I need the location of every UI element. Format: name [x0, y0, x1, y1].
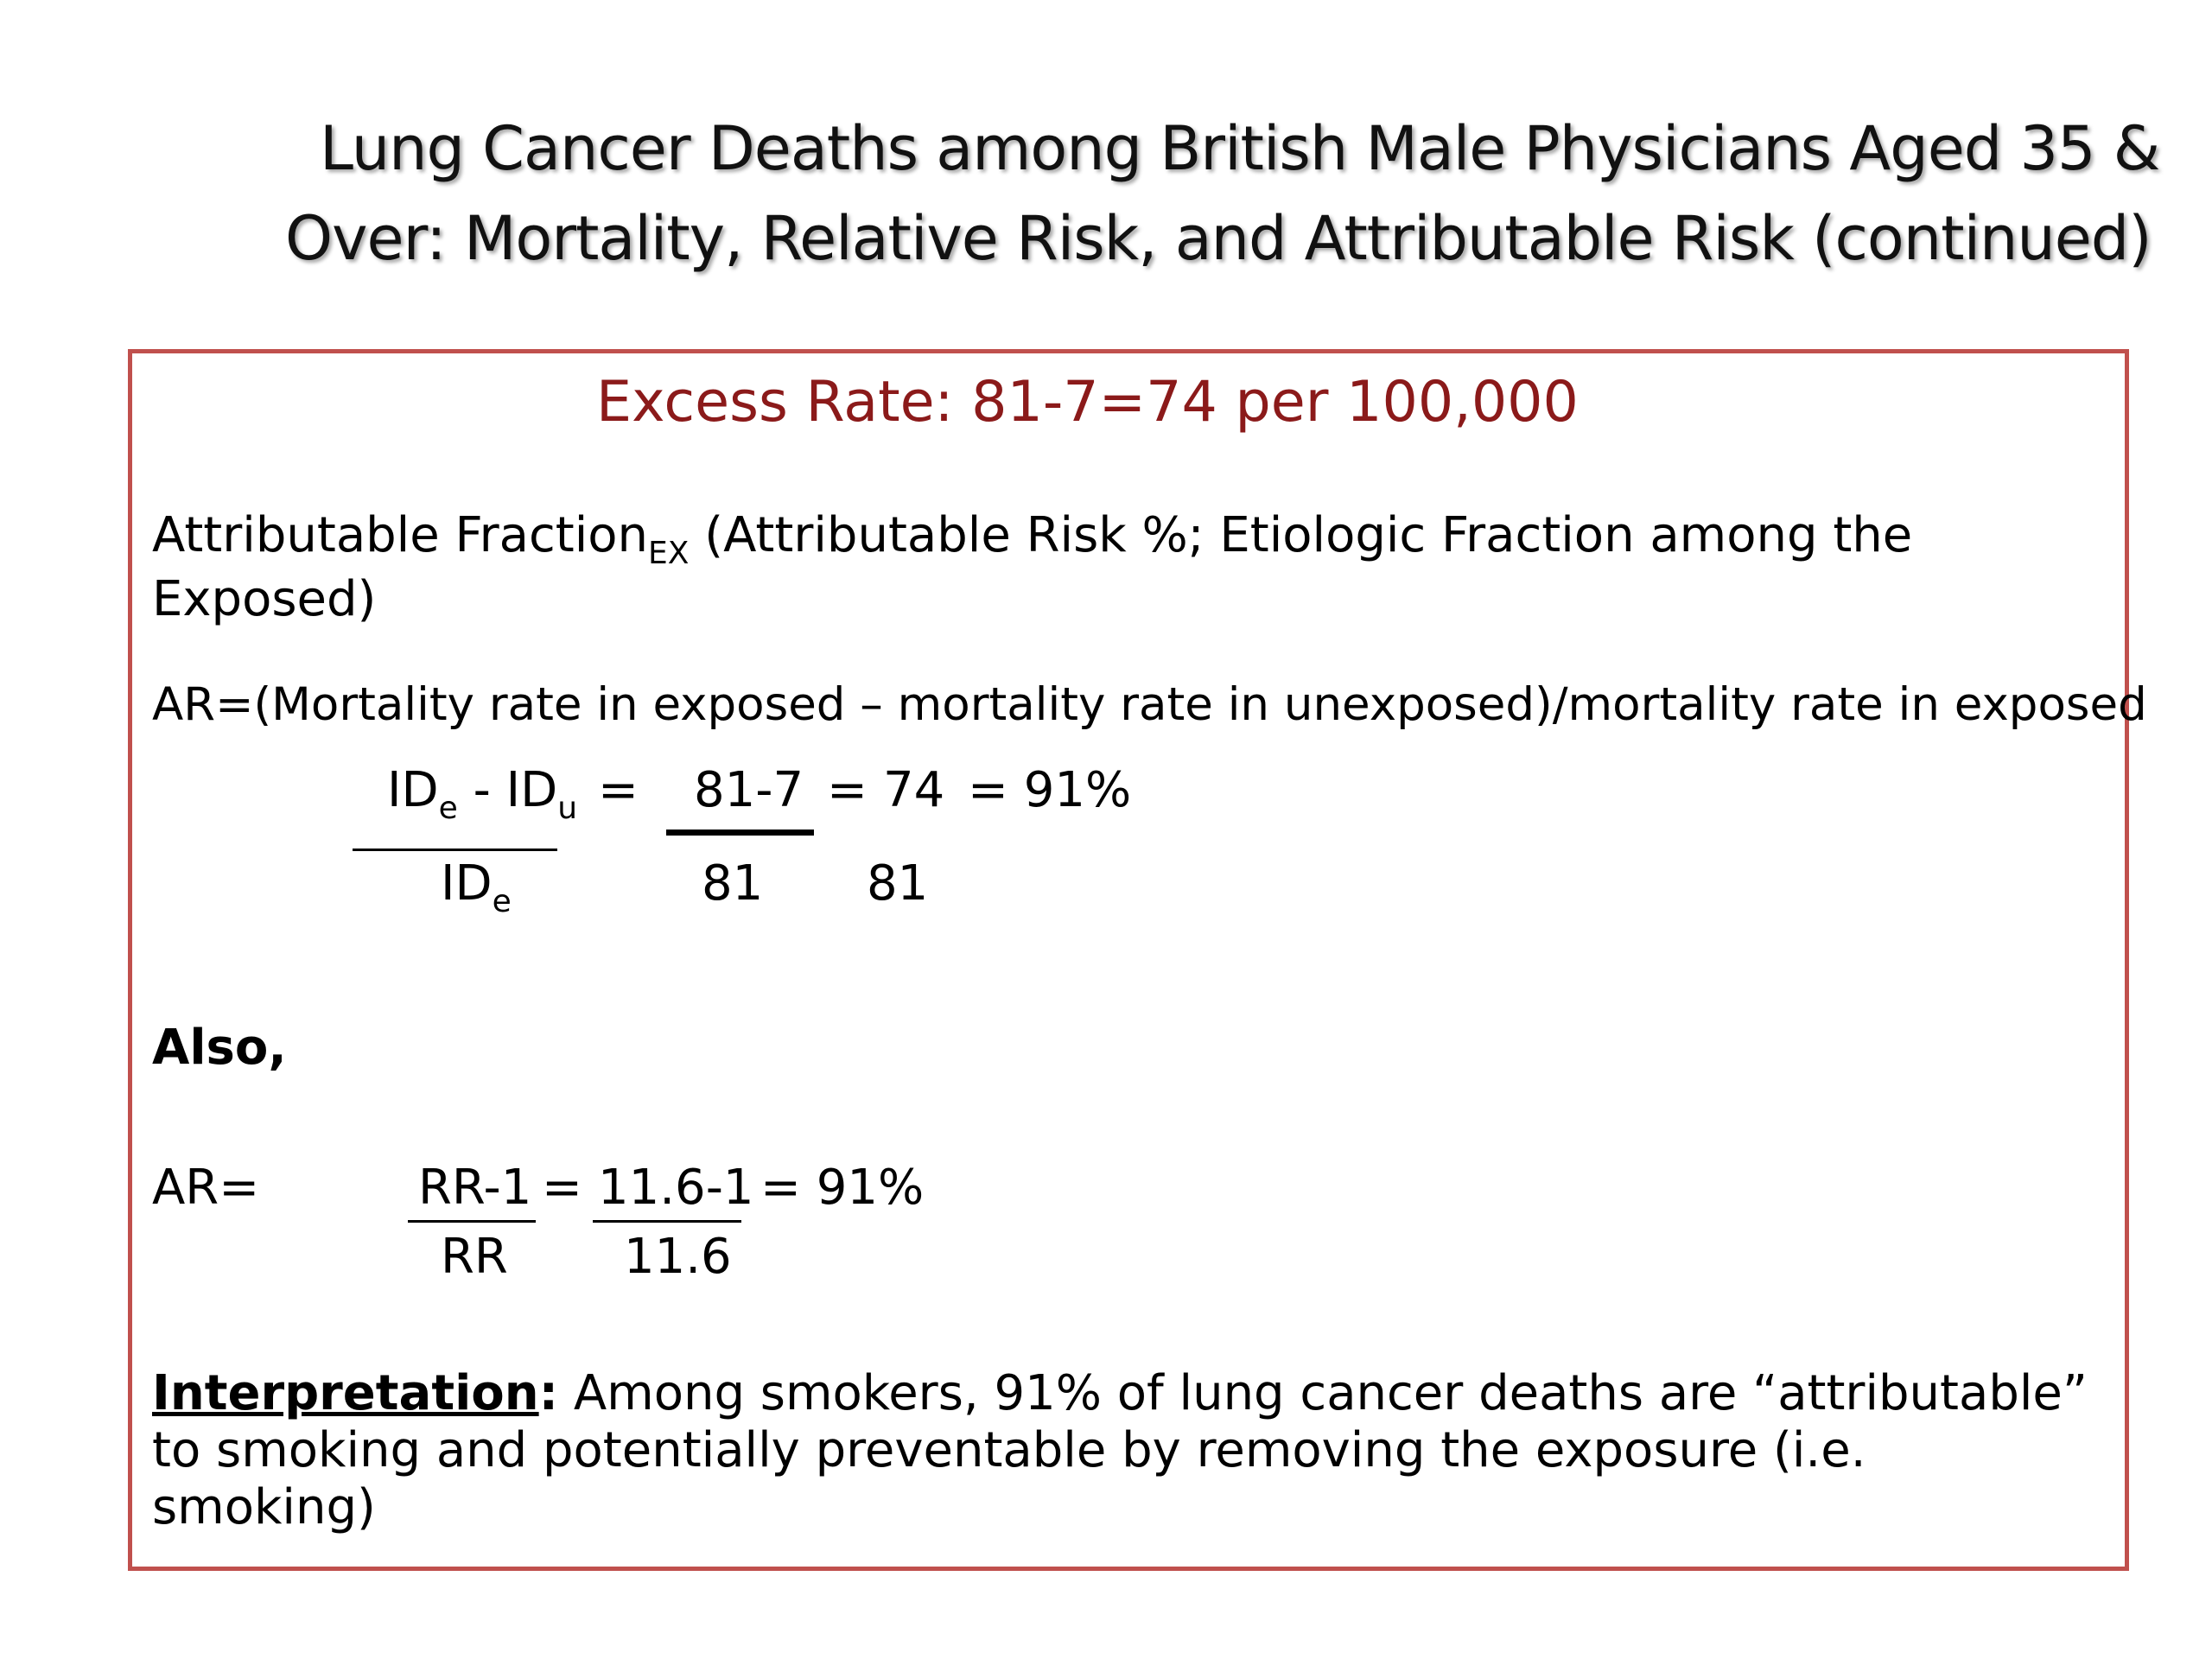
formula1-equals2: = [827, 762, 868, 818]
excess-rate: Excess Rate: 81-7=74 per 100,000 [596, 370, 1579, 435]
formula2-equals: = [542, 1160, 582, 1216]
slide-title-line2: Over: Mortality, Relative Risk, and Attributable Risk (continued) [285, 203, 2152, 274]
attributable-fraction-rest: (Attributable Risk %; Etiologic Fraction among the Exposed) [152, 507, 1913, 627]
formula1-denominator-symbolic [441, 855, 512, 919]
formula2-value-denominator: 11.6 [624, 1229, 732, 1285]
formula1-fraction-bar [353, 849, 557, 851]
formula2-numerator: RR-1 [418, 1160, 532, 1216]
attributable-fraction-label: Attributable Fraction [152, 507, 649, 563]
slide-title-line1: Lung Cancer Deaths among British Male Physicians Aged 35 & [320, 113, 2160, 184]
sub-u: u [557, 791, 578, 826]
id-symbol: ID [505, 762, 558, 818]
interpretation-paragraph [152, 1365, 2105, 1536]
formula1-denominator-value: 81 [702, 855, 764, 912]
attributable-fraction-heading [152, 504, 1967, 632]
slide-title [285, 104, 2212, 283]
also-label: Also, [152, 1020, 287, 1076]
formula2-lhs: AR= [152, 1160, 260, 1216]
sub-e: e [492, 884, 512, 919]
ar-definition: AR=(Mortality rate in exposed – mortality rate in unexposed)/mortality rate in exposed [152, 678, 2147, 731]
interpretation-lead: Interpretation [152, 1365, 539, 1421]
sub-e: e [438, 791, 458, 826]
formula1-numerator-value: 81-7 [694, 762, 804, 818]
interpretation-text: Among smokers, 91% of lung cancer deaths are “attributable” to smoking and potentially preventable by removing the exposure (i.e. smoking) [152, 1365, 2088, 1535]
formula2-result: = 91% [760, 1160, 925, 1216]
formula1-numerator-symbolic [387, 762, 578, 826]
id-symbol: ID [441, 855, 493, 912]
formula2-value-fraction-bar [593, 1220, 741, 1223]
interpretation-colon: : [538, 1365, 559, 1421]
formula2-value-numerator: 11.6-1 [598, 1160, 754, 1216]
minus-sign: - [457, 762, 506, 818]
formula2-fraction-bar [408, 1220, 536, 1223]
id-symbol: ID [387, 762, 439, 818]
formula2-denominator: RR [441, 1229, 508, 1285]
formula1-result-denominator: 81 [867, 855, 929, 912]
formula1-equals: = [598, 762, 639, 818]
formula1-value-fraction-bar [666, 830, 814, 836]
formula1-result-numerator: 74 [883, 762, 945, 818]
attributable-fraction-subscript: EX [648, 536, 690, 571]
formula1-result: = 91% [968, 762, 1132, 818]
